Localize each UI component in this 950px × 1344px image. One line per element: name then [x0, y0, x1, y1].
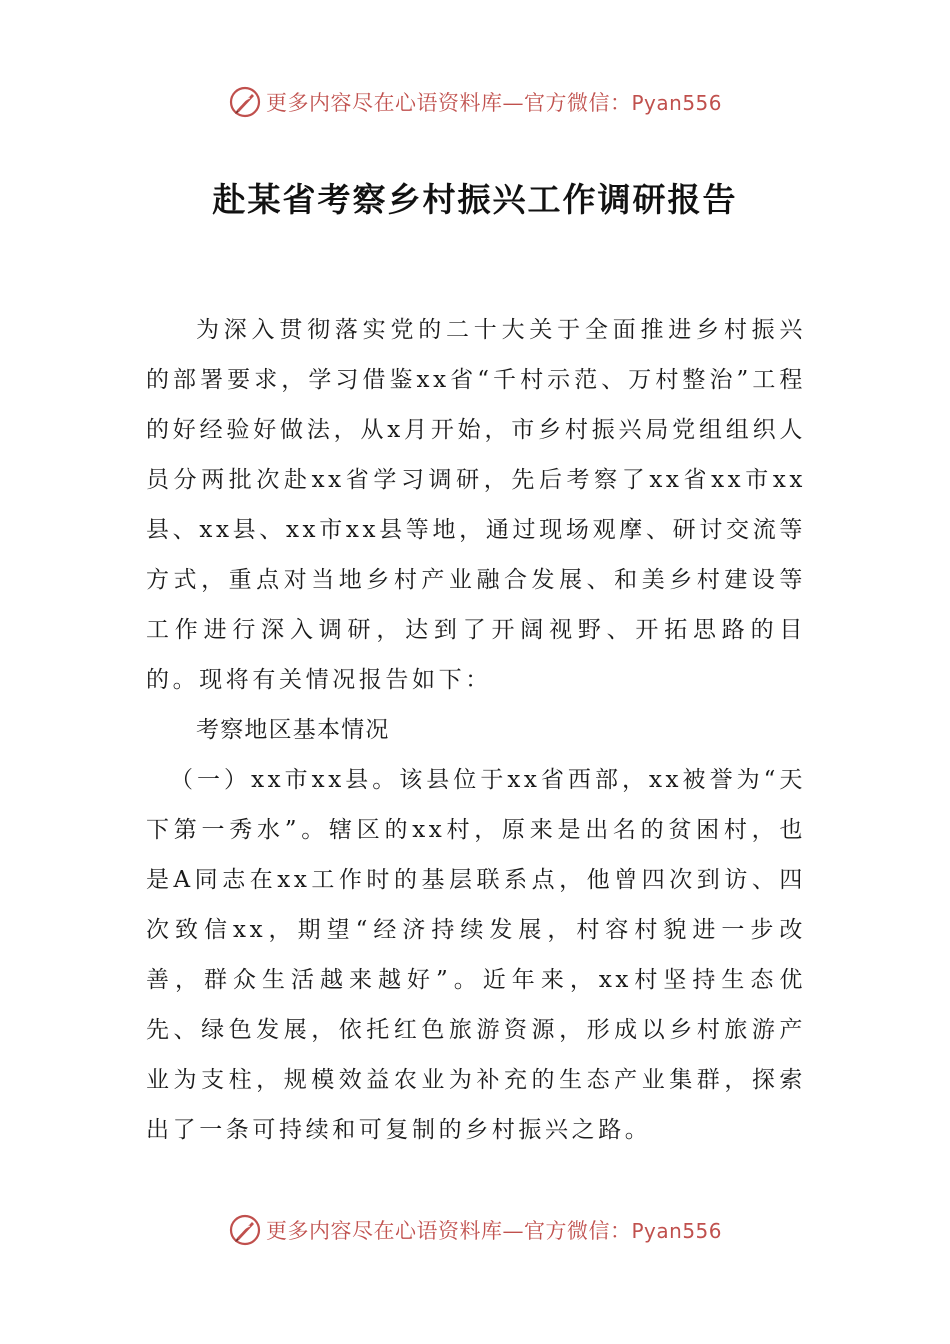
watermark-text: 更多内容尽在心语资料库—官方微信：Pyan556: [265, 1219, 722, 1243]
section-heading: 考察地区基本情况: [196, 717, 390, 743]
intro-paragraph: 为深入贯彻落实党的二十大关于全面推进乡村振兴的部署要求，学习借鉴xx省“千村示范、万村整治”工程的好经验好做法，从x月开始，市乡村振兴局党组组织人员分两批次赴xx省学习调研，先后考察了xx省xx市xx县、xx县、xx市xx县等地，通过现场观摩、研讨交流等方式，重点对当地乡村产业融合发展、和美乡村建设等工作进行深入调研，达到了开阔视野、开拓思路的目的。现将有关情况报告如下：: [146, 317, 806, 693]
document-body: [146, 305, 806, 1155]
watermark-banner-top: [0, 82, 950, 122]
watermark-text: 更多内容尽在心语资料库—官方微信：Pyan556: [265, 91, 722, 115]
document-title: 赴某省考察乡村振兴工作调研报告: [212, 180, 738, 219]
quill-logo-icon: [228, 1213, 262, 1247]
watermark-banner-bottom: [0, 1210, 950, 1250]
subsection-paragraph: （一）xx市xx县。该县位于xx省西部，xx被誉为“天下第一秀水”。辖区的xx村，原来是出名的贫困村，也是A同志在xx工作时的基层联系点，他曾四次到访、四次致信xx，期望“经济持续发展，村容村貌进一步改善，群众生活越来越好”。近年来，xx村坚持生态优先、绿色发展，依托红色旅游资源，形成以乡村旅游产业为支柱，规模效益农业为补充的生态产业集群，探索出了一条可持续和可复制的乡村振兴之路。: [146, 767, 806, 1143]
quill-logo-icon: [228, 85, 262, 119]
